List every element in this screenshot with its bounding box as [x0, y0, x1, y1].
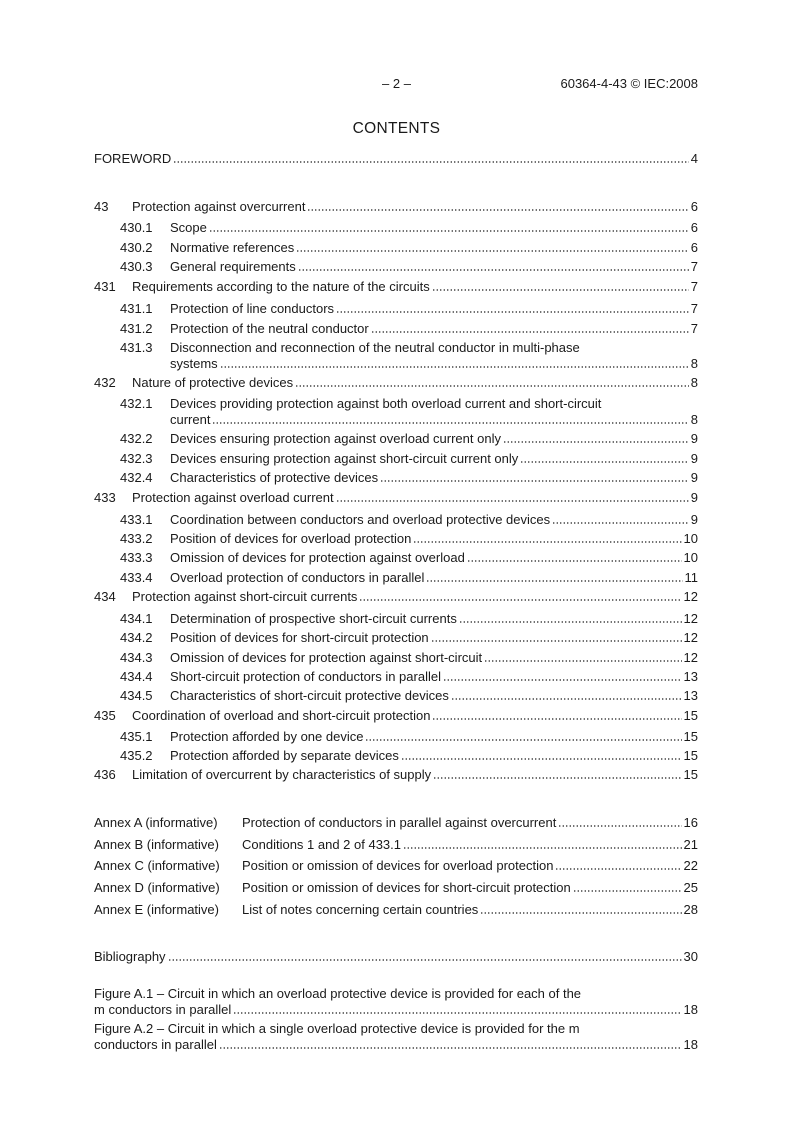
toc-entry-title: Position or omission of devices for short-circuit protection [242, 880, 571, 895]
clause-number: 431.2 [120, 321, 153, 336]
toc-entry-page: 9 [690, 490, 698, 505]
toc-entry-title: Figure A.1 – Circuit in which an overload protective device is provided for each of the [94, 986, 582, 1001]
toc-entry-page: 7 [690, 301, 698, 316]
toc-entry-title: General requirements [170, 259, 296, 274]
clause-number: 43 [94, 199, 109, 214]
clause-number: 431.3 [120, 340, 153, 355]
leader-dots [365, 739, 681, 741]
toc-entry[interactable] [94, 766, 698, 782]
toc-entry[interactable] [120, 649, 698, 665]
toc-entry-page: 18 [683, 1037, 698, 1052]
clause-number: 433 [94, 490, 116, 505]
leader-dots [380, 480, 689, 482]
toc-entry-title-continued: current [170, 412, 211, 427]
toc-entry-title: Short-circuit protection of conductors in parallel [170, 669, 441, 684]
clause-number: 433.1 [120, 512, 153, 527]
toc-entry[interactable] [120, 450, 698, 466]
clause-number: 435.1 [120, 729, 153, 744]
leader-dots [336, 500, 689, 502]
toc-entry-title: Devices ensuring protection against short-circuit current only [170, 451, 519, 466]
leader-dots [431, 640, 682, 642]
toc-entry-page: 9 [690, 512, 698, 527]
toc-entry-page: 4 [690, 151, 698, 166]
toc-entry-title: Characteristics of short-circuit protective devices [170, 688, 449, 703]
toc-entry-page: 6 [690, 199, 698, 214]
toc-entry-page: 7 [690, 321, 698, 336]
toc-entry-annex[interactable] [94, 879, 698, 895]
toc-entry-title: Protection against overload current [132, 490, 334, 505]
toc-entry-title: Coordination of overload and short-circuit protection [132, 708, 431, 723]
leader-dots [168, 959, 682, 961]
toc-entry-page: 7 [690, 259, 698, 274]
toc-entry-page: 6 [690, 220, 698, 235]
annex-label: Annex A (informative) [94, 815, 218, 830]
toc-entry-page: 6 [690, 240, 698, 255]
clause-number: 433.2 [120, 531, 153, 546]
toc-entry-title: Protection of conductors in parallel against overcurrent [242, 815, 557, 830]
toc-entry-annex[interactable] [94, 814, 698, 830]
clause-number: 434 [94, 589, 116, 604]
leader-dots [413, 541, 681, 543]
toc-entry-title-continued: systems [170, 356, 218, 371]
toc-entry-title-continued: m conductors in parallel [94, 1002, 232, 1017]
toc-entry[interactable] [120, 300, 698, 316]
toc-entry-page: 8 [690, 356, 698, 371]
toc-entry[interactable] [94, 588, 698, 604]
toc-entry-title-continued: conductors in parallel [94, 1037, 217, 1052]
toc-entry-page: 10 [683, 550, 698, 565]
leader-dots [219, 1047, 682, 1049]
toc-entry-title: Position of devices for short-circuit protection [170, 630, 429, 645]
leader-dots [484, 660, 681, 662]
leader-dots [296, 250, 688, 252]
leader-dots [503, 441, 689, 443]
toc-entry-title: Normative references [170, 240, 295, 255]
toc-entry-annex[interactable] [94, 836, 698, 852]
leader-dots [555, 868, 681, 870]
clause-number: 431 [94, 279, 116, 294]
toc-entry[interactable] [94, 707, 698, 723]
toc-entry-page: 21 [683, 837, 698, 852]
toc-entry-title: Position or omission of devices for overload protection [242, 858, 554, 873]
toc-entry-page: 7 [690, 279, 698, 294]
toc-entry-title: Limitation of overcurrent by characteristics of supply [132, 767, 432, 782]
document-id: 60364-4-43 © IEC:2008 [560, 76, 698, 91]
toc-entry-title: Protection afforded by one device [170, 729, 364, 744]
toc-entry[interactable] [94, 489, 698, 505]
toc-entry-page: 12 [683, 589, 698, 604]
leader-dots [552, 522, 689, 524]
toc-entry[interactable] [120, 569, 698, 585]
clause-number: 434.3 [120, 650, 153, 665]
toc-entry-title: Characteristics of protective devices [170, 470, 379, 485]
toc-entry-page: 15 [683, 748, 698, 763]
toc-entry-title: Conditions 1 and 2 of 433.1 [242, 837, 402, 852]
toc-entry-foreword[interactable] [94, 150, 698, 166]
leader-dots [212, 422, 688, 424]
toc-entry[interactable] [120, 430, 698, 446]
clause-number: 433.4 [120, 570, 153, 585]
toc-entry-title: Devices ensuring protection against overload current only [170, 431, 501, 446]
toc-entry-title: Protection against overcurrent [132, 199, 306, 214]
toc-entry[interactable] [120, 668, 698, 684]
clause-number: 434.1 [120, 611, 153, 626]
toc-entry-title: Omission of devices for protection against overload [170, 550, 465, 565]
leader-dots [298, 269, 689, 271]
toc-entry-page: 8 [690, 412, 698, 427]
page-number: – 2 – [382, 76, 411, 91]
leader-dots [426, 580, 682, 582]
leader-dots [220, 366, 689, 368]
toc-entry-title: Determination of prospective short-circuit currents [170, 611, 457, 626]
toc-entry-title: Omission of devices for protection against short-circuit [170, 650, 483, 665]
clause-number: 430.1 [120, 220, 153, 235]
toc-entry[interactable] [94, 198, 698, 214]
toc-entry-page: 25 [683, 880, 698, 895]
toc-entry[interactable] [120, 687, 698, 703]
toc-entry[interactable] [120, 340, 698, 371]
toc-entry-title: Figure A.2 – Circuit in which a single overload protective device is provided for the m [94, 1021, 580, 1036]
toc-entry[interactable] [120, 219, 698, 235]
toc-entry-page: 16 [683, 815, 698, 830]
clause-number: 434.4 [120, 669, 153, 684]
leader-dots [209, 230, 689, 232]
toc-entry-page: 13 [683, 669, 698, 684]
toc-entry-title: Position of devices for overload protection [170, 531, 412, 546]
toc-entry-page: 15 [683, 767, 698, 782]
leader-dots [295, 385, 689, 387]
toc-entry-figure[interactable] [94, 986, 698, 1017]
toc-entry-page: 8 [690, 375, 698, 390]
toc-entry-page: 11 [684, 570, 698, 585]
toc-entry-page: 28 [683, 902, 698, 917]
toc-entry-page: 13 [683, 688, 698, 703]
toc-entry-title: Disconnection and reconnection of the neutral conductor in multi-phase [170, 340, 580, 355]
leader-dots [459, 621, 682, 623]
toc-entry-title: Requirements according to the nature of the circuits [132, 279, 430, 294]
clause-number: 430.2 [120, 240, 153, 255]
toc-entry[interactable] [120, 549, 698, 565]
toc-entry-page: 15 [683, 729, 698, 744]
toc-entry[interactable] [120, 530, 698, 546]
annex-label: Annex E (informative) [94, 902, 219, 917]
toc-entry[interactable] [120, 469, 698, 485]
annex-label: Annex D (informative) [94, 880, 220, 895]
toc-entry-title: Protection of the neutral conductor [170, 321, 369, 336]
leader-dots [371, 331, 689, 333]
leader-dots [403, 847, 682, 849]
toc-entry-figure[interactable] [94, 1021, 698, 1052]
clause-number: 431.1 [120, 301, 153, 316]
leader-dots [359, 599, 681, 601]
toc-entry-page: 10 [683, 531, 698, 546]
clause-number: 432 [94, 375, 116, 390]
toc-entry-page: 9 [690, 470, 698, 485]
clause-number: 432.4 [120, 470, 153, 485]
clause-number: 435.2 [120, 748, 153, 763]
toc-entry-page: 9 [690, 451, 698, 466]
leader-dots [433, 777, 681, 779]
toc-entry-annex[interactable] [94, 901, 698, 917]
leader-dots [520, 461, 688, 463]
toc-entry-title: Protection of line conductors [170, 301, 335, 316]
leader-dots [558, 825, 681, 827]
clause-number: 433.3 [120, 550, 153, 565]
toc-entry-title: Protection against short-circuit currents [132, 589, 358, 604]
toc-entry-page: 12 [683, 611, 698, 626]
clause-number: 430.3 [120, 259, 153, 274]
toc-entry-bibliography[interactable] [94, 948, 698, 964]
toc-entry-page: 9 [690, 431, 698, 446]
leader-dots [173, 161, 688, 163]
toc-entry[interactable] [120, 747, 698, 763]
clause-number: 432.2 [120, 431, 153, 446]
toc-entry-page: 22 [683, 858, 698, 873]
leader-dots [432, 289, 689, 291]
annex-label: Annex B (informative) [94, 837, 219, 852]
leader-dots [443, 679, 682, 681]
toc-entry-title: Coordination between conductors and overload protective devices [170, 512, 551, 527]
toc-entry-title: Protection afforded by separate devices [170, 748, 399, 763]
leader-dots [573, 890, 682, 892]
leader-dots [467, 560, 682, 562]
clause-number: 434.5 [120, 688, 153, 703]
clause-number: 436 [94, 767, 116, 782]
toc-entry-title: Nature of protective devices [132, 375, 294, 390]
leader-dots [480, 912, 681, 914]
toc-entry-page: 30 [683, 949, 698, 964]
leader-dots [401, 758, 682, 760]
toc-entry-page: 18 [683, 1002, 698, 1017]
clause-number: 432.1 [120, 396, 153, 411]
clause-number: 435 [94, 708, 116, 723]
toc-entry-title: Overload protection of conductors in parallel [170, 570, 425, 585]
toc-entry-title: Devices providing protection against both overload current and short-circuit [170, 396, 602, 411]
toc-entry-page: 12 [683, 650, 698, 665]
clause-number: 432.3 [120, 451, 153, 466]
leader-dots [336, 311, 689, 313]
toc-entry-title: Scope [170, 220, 207, 235]
leader-dots [307, 209, 688, 211]
toc-entry-page: 15 [683, 708, 698, 723]
toc-entry-title: List of notes concerning certain countries [242, 902, 479, 917]
leader-dots [451, 698, 682, 700]
toc-entry[interactable] [120, 728, 698, 744]
toc-entry[interactable] [120, 239, 698, 255]
toc-entry[interactable] [120, 258, 698, 274]
annex-label: Annex C (informative) [94, 858, 220, 873]
contents-title: CONTENTS [352, 120, 441, 137]
toc-entry[interactable] [120, 629, 698, 645]
toc-entry[interactable] [94, 278, 698, 294]
toc-entry-annex[interactable] [94, 857, 698, 873]
toc-entry[interactable] [120, 396, 698, 427]
toc-entry[interactable] [94, 374, 698, 390]
leader-dots [233, 1012, 681, 1014]
toc-entry-page: 12 [683, 630, 698, 645]
toc-entry[interactable] [120, 320, 698, 336]
toc-entry-title: FOREWORD [94, 151, 172, 166]
toc-entry[interactable] [120, 610, 698, 626]
toc-entry[interactable] [120, 511, 698, 527]
toc-entry-title: Bibliography [94, 949, 166, 964]
leader-dots [432, 718, 681, 720]
clause-number: 434.2 [120, 630, 153, 645]
